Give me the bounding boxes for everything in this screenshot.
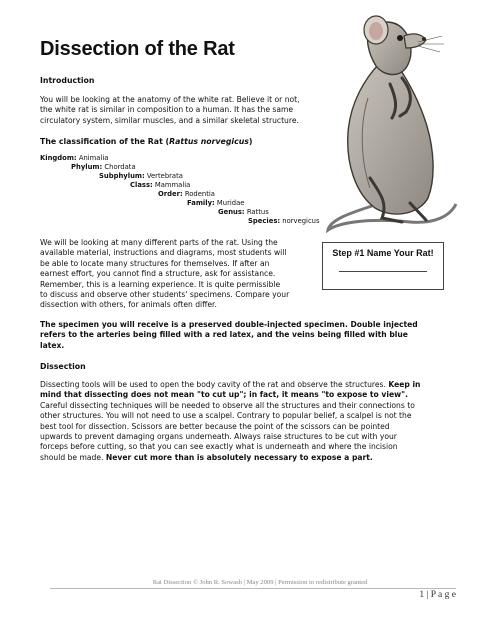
rank-value: norvegicus (282, 217, 320, 225)
dissection-line (40, 453, 465, 463)
rank-label: Genus: (218, 208, 245, 216)
classification-heading-species: Rattus norvegicus (169, 137, 249, 146)
rank-label: Family: (187, 199, 215, 207)
dissection-line: Careful dissecting techniques will be needed to observe all the structures and their connections to (40, 400, 415, 410)
rank-label: Kingdom: (40, 154, 77, 162)
parts-line: Remember, this is a learning experience. It is quite permissible (40, 279, 281, 289)
taxonomy-class (130, 181, 190, 190)
rank-value: Chordata (104, 163, 136, 171)
specimen-line: refers to the arteries being filled with a red latex, and the veins being filled with blue (40, 330, 408, 340)
dissection-emphasis: Never cut more than is absolutely necessary to expose a part. (105, 452, 373, 462)
intro-line: circulatory system, similar muscles, and a similar skeletal structure. (40, 115, 299, 125)
parts-line: be able to locate many structures for themselves. If after an (40, 258, 270, 268)
specimen-line: latex. (40, 340, 65, 350)
dissection-line (40, 380, 465, 390)
rat-name-blank[interactable] (339, 271, 427, 272)
dissection-line: best tool for dissection. Scissors are better because the point of the scissors can be pointed (40, 421, 390, 431)
intro-heading: Introduction (40, 76, 95, 85)
step-title: Step #1 Name Your Rat! (332, 248, 434, 258)
rank-value: Mammalia (154, 181, 191, 189)
page-number: 1 | P a g e (419, 590, 456, 600)
rank-label: Order: (158, 190, 183, 198)
footer-divider (50, 588, 456, 589)
dissection-text: should be made. (40, 452, 104, 462)
rank-value: Animalia (78, 154, 109, 162)
dissection-emphasis: Keep in (388, 380, 421, 389)
intro-line: You will be looking at the anatomy of the white rat. Believe it or not, (40, 95, 300, 104)
dissection-heading: Dissection (40, 362, 86, 371)
classification-heading (40, 137, 253, 146)
classification-heading-prefix: The classification of the Rat ( (40, 137, 170, 146)
dissection-text: Dissecting tools will be used to open the body cavity of the rat and observe the structures. (40, 380, 386, 389)
classification-heading-suffix: ) (248, 137, 253, 146)
parts-paragraph (40, 238, 320, 311)
dissection-line: other structures. You will not need to use a scalpel. Contrary to popular belief, a scalpel is not the (40, 411, 412, 421)
taxonomy-kingdom (40, 154, 108, 163)
dissection-line: upwards to prevent damaging organs underneath. Always raise structures to be cut with your (40, 432, 397, 442)
taxonomy-order (158, 190, 215, 199)
rank-label: Phylum: (71, 163, 103, 171)
rank-value: Rodentia (184, 190, 215, 198)
taxonomy-genus (218, 208, 269, 217)
parts-line: available material, instructions and diagrams, most students will (40, 248, 287, 258)
page-title: Dissection of the Rat (40, 38, 235, 60)
rank-value: Vertebrata (146, 172, 183, 180)
rank-value: Rattus (246, 208, 269, 216)
intro-paragraph (40, 95, 340, 126)
dissection-paragraph (40, 380, 465, 463)
parts-line: earnest effort, you cannot find a structure, ask for assistance. (40, 269, 276, 279)
footer-credit: Rat Dissection © John R. Sowash | May 2009 | Permission to redistribute granted (152, 579, 368, 586)
parts-line: to discuss and observe other students' specimens. Compare your (40, 290, 290, 300)
rank-value: Muridae (216, 199, 245, 207)
name-your-rat-box (322, 242, 444, 290)
rank-label: Species: (248, 217, 281, 225)
intro-line: the white rat is similar in composition to a human. It has the same (40, 105, 294, 115)
taxonomy-phylum (71, 163, 136, 172)
dissection-line: mind that dissecting does not mean "to cut up"; in fact, it means "to expose to view". (40, 390, 408, 400)
rank-label: Class: (130, 181, 153, 189)
dissection-line: forceps before cutting, so that you can see exactly what is underneath and where the incision (40, 442, 398, 452)
parts-line: We will be looking at many different parts of the rat. Using the (40, 238, 278, 247)
taxonomy-family (187, 199, 244, 208)
rank-label: Subphylum: (99, 172, 145, 180)
parts-line: dissection with others, for animals often differ. (40, 300, 217, 310)
taxonomy-subphylum (99, 172, 183, 181)
specimen-line: The specimen you will receive is a preserved double-injected specimen. Double injected (40, 320, 418, 329)
taxonomy-species (248, 217, 320, 226)
specimen-paragraph (40, 320, 460, 351)
